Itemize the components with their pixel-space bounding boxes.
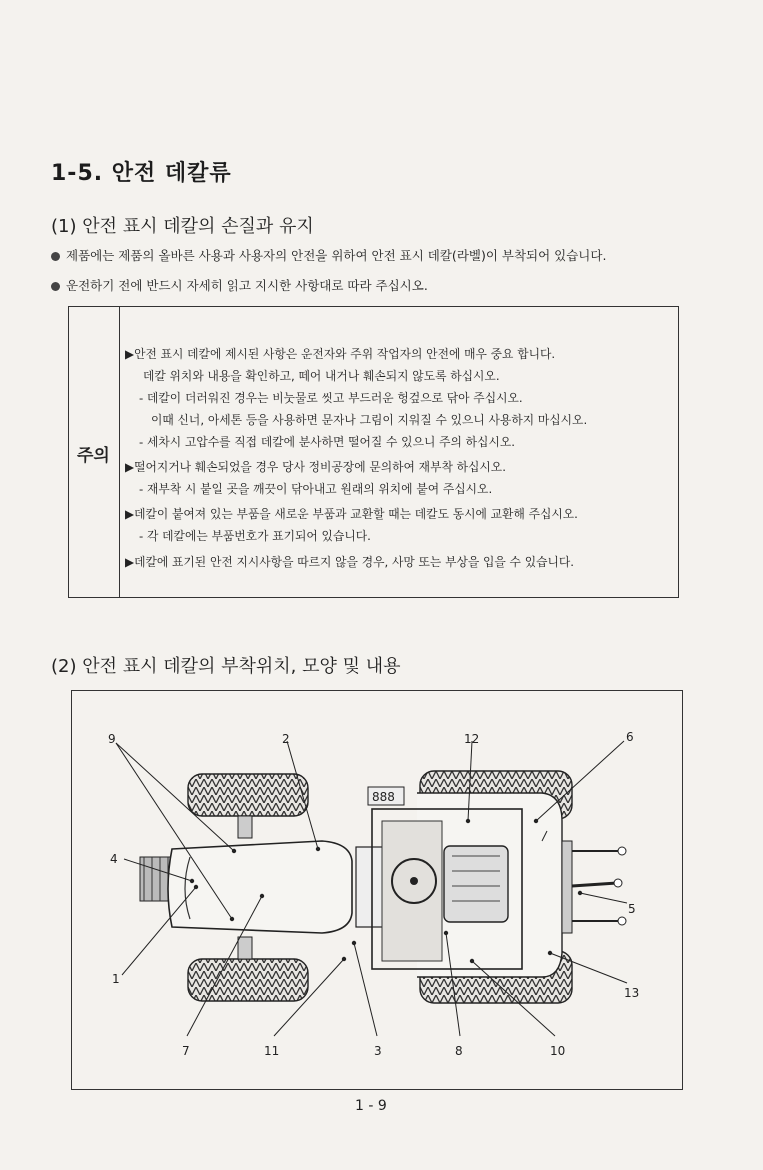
instrument-readout: 888 bbox=[372, 790, 395, 804]
caution-line: - 재부착 시 붙일 곳을 깨끗이 닦아내고 원래의 위치에 붙여 주십시오. bbox=[139, 482, 493, 496]
bullet-text: 운전하기 전에 반드시 자세히 읽고 지시한 사항대로 따라 주십시오. bbox=[66, 278, 428, 293]
caution-line: ▶데칼이 붙여져 있는 부품을 새로운 부품과 교환할 때는 데칼도 동시에 교환해 주십시오. bbox=[125, 507, 578, 521]
front-axle-upper bbox=[238, 816, 252, 838]
callout-8: 8 bbox=[455, 1044, 463, 1058]
callout-10: 10 bbox=[550, 1044, 566, 1058]
front-axle-lower bbox=[238, 937, 252, 959]
callout-2: 2 bbox=[282, 732, 290, 746]
bullet-item bbox=[51, 276, 428, 294]
bullet-item bbox=[51, 246, 606, 264]
page-number: 1 - 9 bbox=[355, 1098, 387, 1114]
subsection-title-2: (2) 안전 표시 데칼의 부착위치, 모양 및 내용 bbox=[51, 656, 401, 677]
rear-housing bbox=[562, 841, 572, 933]
caution-line: 이때 신너, 아세톤 등을 사용하면 문자나 그림이 지워질 수 있으니 사용하지 마십시오. bbox=[151, 413, 588, 427]
bullet-text: 제품에는 제품의 올바른 사용과 사용자의 안전을 위하여 안전 표시 데칼(라벨)이 부착되어 있습니다. bbox=[66, 248, 607, 263]
caution-line: ▶데칼에 표기된 안전 지시사항을 따르지 않을 경우, 사망 또는 부상을 입을 수 있습니다. bbox=[125, 555, 575, 569]
caution-divider bbox=[119, 307, 120, 597]
callout-12: 12 bbox=[464, 732, 480, 746]
caution-label: 주의 bbox=[77, 446, 110, 466]
tractor-top-view-illustration bbox=[72, 691, 682, 1089]
callout-3: 3 bbox=[374, 1044, 382, 1058]
bullet-dot-icon bbox=[51, 252, 60, 261]
callout-1: 1 bbox=[112, 972, 120, 986]
front-left-tire bbox=[188, 774, 308, 816]
front-right-tire bbox=[188, 959, 308, 1001]
caution-line: 데칼 위치와 내용을 확인하고, 떼어 내거나 훼손되지 않도록 하십시오. bbox=[143, 369, 500, 383]
callout-9: 9 bbox=[108, 732, 116, 746]
caution-box bbox=[68, 306, 679, 598]
callout-6: 6 bbox=[626, 730, 634, 744]
caution-line: - 데칼이 더러워진 경우는 비눗물로 씻고 부드러운 헝겊으로 닦아 주십시오. bbox=[139, 391, 523, 405]
operator-seat bbox=[444, 846, 508, 922]
callout-11: 11 bbox=[264, 1044, 280, 1058]
bullet-dot-icon bbox=[51, 282, 60, 291]
callout-4: 4 bbox=[110, 852, 118, 866]
top-link bbox=[572, 883, 617, 886]
caution-line: ▶떨어지거나 훼손되었을 경우 당사 정비공장에 문의하여 재부착 하십시오. bbox=[125, 460, 506, 474]
callout-13: 13 bbox=[624, 986, 640, 1000]
section-heading: 1-5. 안전 데칼류 bbox=[51, 161, 232, 186]
callout-5: 5 bbox=[628, 902, 636, 916]
caution-line: - 세차시 고압수를 직접 데칼에 분사하면 떨어질 수 있으니 주의 하십시오. bbox=[139, 435, 515, 449]
caution-line: ▶안전 표시 데칼에 제시된 사항은 운전자와 주위 작업자의 안전에 매우 중요 합니다. bbox=[125, 347, 556, 361]
callout-7: 7 bbox=[182, 1044, 190, 1058]
subsection-title-1: (1) 안전 표시 데칼의 손질과 유지 bbox=[51, 216, 314, 237]
caution-line: - 각 데칼에는 부품번호가 표기되어 있습니다. bbox=[139, 529, 371, 543]
decal-location-diagram bbox=[71, 690, 683, 1090]
